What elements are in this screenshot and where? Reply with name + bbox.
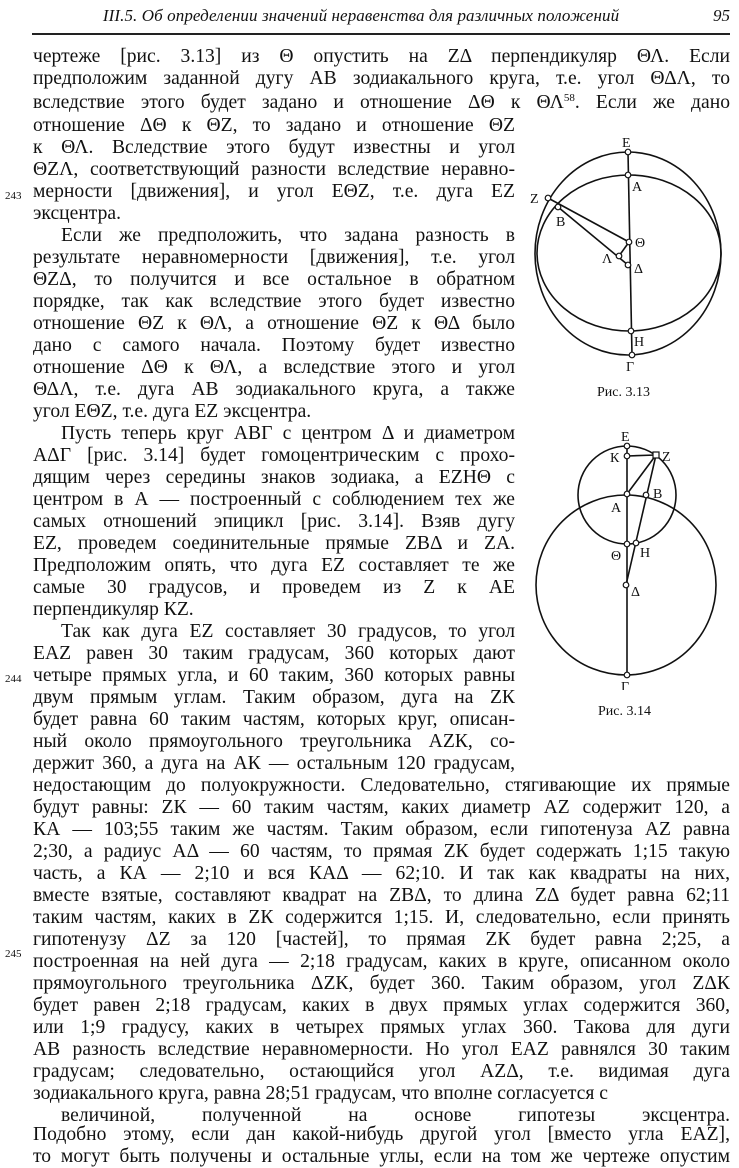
- text-line: ΘΔΛ, т.е. дуга АВ зодиакального круга, а также: [33, 379, 515, 400]
- text-line: АВ разность вследствие неравномерности. Но угол ЕАZ равнялся 30 таким: [33, 1039, 730, 1060]
- text-line: зодиакального круга, равна 28;51 градусам, что вполне согласуется с: [33, 1083, 608, 1104]
- text-line: 2;30, а радиус АΔ — 60 частям, то прямая ZК будет содержать 1;15 такую: [33, 841, 730, 862]
- label-b: В: [653, 487, 663, 502]
- text-line: Подобно этому, если дан какой-нибудь другой угол [вместо угла ЕАZ],: [33, 1124, 730, 1145]
- text-line: Так как дуга ЕZ составляет 30 градусов, то угол: [61, 621, 515, 642]
- text-fragment: . Если же дано: [574, 92, 731, 113]
- label-e: Е: [621, 430, 630, 445]
- text-line: перпендикуляр КZ.: [33, 599, 194, 620]
- label-z: Z: [662, 450, 671, 465]
- perpendicular-kz: [627, 455, 656, 456]
- point-delta: [625, 262, 631, 268]
- point-gamma: [629, 352, 635, 358]
- figure-3-14-caption: Рис. 3.14: [598, 704, 651, 719]
- label-h: Н: [640, 546, 651, 561]
- text-line: самые 30 градусов, и проведем из Z к АЕ: [33, 577, 515, 598]
- page-number: 95: [713, 6, 730, 25]
- text-line: или 1;9 градусу, каких в четырех прямых углах 360. Такова для дуги: [33, 1017, 730, 1038]
- label-gamma: Г: [621, 680, 630, 690]
- label-delta: Δ: [631, 585, 641, 600]
- point-lambda: [616, 253, 622, 259]
- label-a: А: [632, 180, 643, 195]
- text-line: Пусть теперь круг АВГ с центром Δ и диаметром: [61, 423, 515, 444]
- point-h: [628, 328, 634, 334]
- text-line: дано с самого начала. Поэтому будет известно: [33, 335, 515, 356]
- text-line: КА — 103;55 таким же частям. Таким образом, если гипотенуза АZ равна: [33, 819, 730, 840]
- text-fragment: вследствие этого будет задано и отношение ΔΘ к ΘΛ: [33, 92, 564, 113]
- text-line: самых отношений эпицикл [рис. 3.14]. Взяв дугу: [33, 511, 515, 532]
- text-line: будет равен 2;18 градусам, каких в двух прямых углах содержится 360,: [33, 995, 730, 1016]
- point-gamma: [624, 672, 630, 678]
- margin-number: 243: [5, 190, 22, 202]
- text-line: дящим через середины знаков зодиака, а ЕZНΘ с: [33, 467, 515, 488]
- point-z: [545, 195, 551, 201]
- figure-3-13-caption: Рис. 3.13: [597, 385, 650, 400]
- text-line: гипотенузу ΔZ за 120 [частей], то прямая ZК будет равна 2;25, а: [33, 929, 730, 950]
- running-header: [32, 6, 730, 32]
- point-h: [633, 540, 639, 546]
- margin-number: 245: [5, 948, 22, 960]
- text-line: четыре прямых угла, и 60 таким, 360 которых равны: [33, 665, 515, 686]
- text-line: угол ЕΘZ, т.е. дуга ЕZ эксцентра.: [33, 401, 312, 422]
- text-line: результате неравномерности [движения], т.е. угол: [33, 247, 515, 268]
- text-line: ЕАZ равен 30 таким градусам, 360 которых дают: [33, 643, 515, 664]
- text-line: построенная на ней дуга — 2;18 градусам, каких в круге, описанном около: [33, 951, 730, 972]
- text-line: часть, а КА — 2;10 и вся КАΔ — 62;10. И так как квадраты на них,: [33, 863, 730, 884]
- margin-number: 244: [5, 673, 22, 685]
- text-line: держит 360, а дуга на АК — остальным 120 градусам,: [33, 753, 515, 774]
- label-z: Z: [530, 192, 539, 207]
- figure-3-14-drawing: [515, 420, 739, 690]
- text-line: двум прямым углам. Таким образом, дуга на ZК: [33, 687, 515, 708]
- point-k: [624, 453, 630, 459]
- text-line: Если же предположить, что задана разность в: [61, 225, 515, 246]
- text-line: ΘZΛ, соответствующий разности вследствие неравно-: [33, 159, 515, 180]
- label-gamma: Г: [626, 360, 635, 375]
- point-a: [624, 491, 630, 497]
- text-line: отношение ΔΘ к ΘΛ, а вследствие этого и угол: [33, 357, 515, 378]
- text-line: недостающим до полуокружности. Следовательно, стягивающие их прямые: [33, 775, 730, 796]
- label-lambda: Λ: [602, 252, 613, 267]
- footnote-marker[interactable]: 58: [563, 92, 575, 104]
- text-line: градусам; следовательно, остающийся угол АZΔ, т.е. видимая дуга: [33, 1061, 730, 1082]
- point-b: [555, 204, 561, 210]
- text-line: ΘZΔ, то получится и все остальное в обратном: [33, 269, 515, 290]
- label-k: К: [610, 451, 620, 466]
- text-line: то могут быть получены и остальные углы, если на том же чертеже опустим: [33, 1146, 730, 1167]
- text-line: эксцентра.: [33, 203, 121, 224]
- figure-3-13: [515, 125, 739, 375]
- text-line: [33, 92, 730, 114]
- text-line: отношение ΔΘ к ΘZ, то задано и отношение ΘZ: [33, 115, 515, 136]
- label-h: Н: [634, 335, 645, 350]
- point-b: [643, 492, 649, 498]
- text-line: будут равны: ZК — 60 таким частям, каких диаметр АZ содержит 120, а: [33, 797, 730, 818]
- running-header-title: III.5. Об определении значений неравенства для различных положений: [102, 6, 620, 25]
- text-line: мерности [движения], и угол ЕΘZ, т.е. дуга ЕZ: [33, 181, 515, 202]
- text-line: Предположим опять, что дуга ЕZ составляет те же: [33, 555, 515, 576]
- text-line: вместе взятые, составляют квадрат на ZВΔ, то длина ZΔ будет равна 62;11: [33, 885, 730, 906]
- text-line: предположим заданной дугу АВ зодиакального круга, т.е. угол ΘΔΛ, то: [33, 68, 730, 89]
- text-line: АΔГ [рис. 3.14] будет гомоцентрическим с прохо-: [33, 445, 515, 466]
- label-theta: Θ: [635, 236, 646, 251]
- figure-3-13-drawing: [515, 125, 739, 375]
- text-line: таким частям, каких в ZК содержится 1;15. И, следовательно, если принять: [33, 907, 730, 928]
- text-line: центром в А — построенный с соблюдением тех же: [33, 489, 515, 510]
- label-delta: Δ: [634, 262, 644, 277]
- point-a: [625, 172, 631, 178]
- label-theta: Θ: [611, 549, 622, 564]
- text-line: прямоугольного треугольника ΔZК, будет 360. Таким образом, угол ZΔК: [33, 973, 730, 994]
- text-line: ЕZ, проведем соединительные прямые ZВΔ и ZА.: [33, 533, 515, 554]
- label-a: А: [611, 501, 622, 516]
- text-line: к ΘΛ. Вследствие этого будут известны и угол: [33, 137, 515, 158]
- text-line: величиной, полученной на основе гипотезы эксцентра.: [61, 1105, 730, 1126]
- text-line: чертеже [рис. 3.13] из Θ опустить на ZΔ перпендикуляр ΘΛ. Если: [33, 46, 730, 67]
- label-b: В: [556, 215, 566, 230]
- text-line: ный около прямоугольного треугольника АZК, со-: [33, 731, 515, 752]
- text-line: порядке, так как вследствие этого будет известно: [33, 291, 515, 312]
- figure-3-14: [515, 420, 739, 690]
- text-line: отношение ΘZ к ΘΛ, а отношение ΘZ к ΘΔ было: [33, 313, 515, 334]
- point-theta: [624, 541, 630, 547]
- text-line: будет равна 60 таким частям, которых круг, описан-: [33, 709, 515, 730]
- point-delta: [623, 582, 629, 588]
- point-z: [653, 452, 659, 458]
- point-theta: [626, 239, 632, 245]
- label-e: Е: [622, 136, 631, 151]
- header-rule: [32, 33, 730, 35]
